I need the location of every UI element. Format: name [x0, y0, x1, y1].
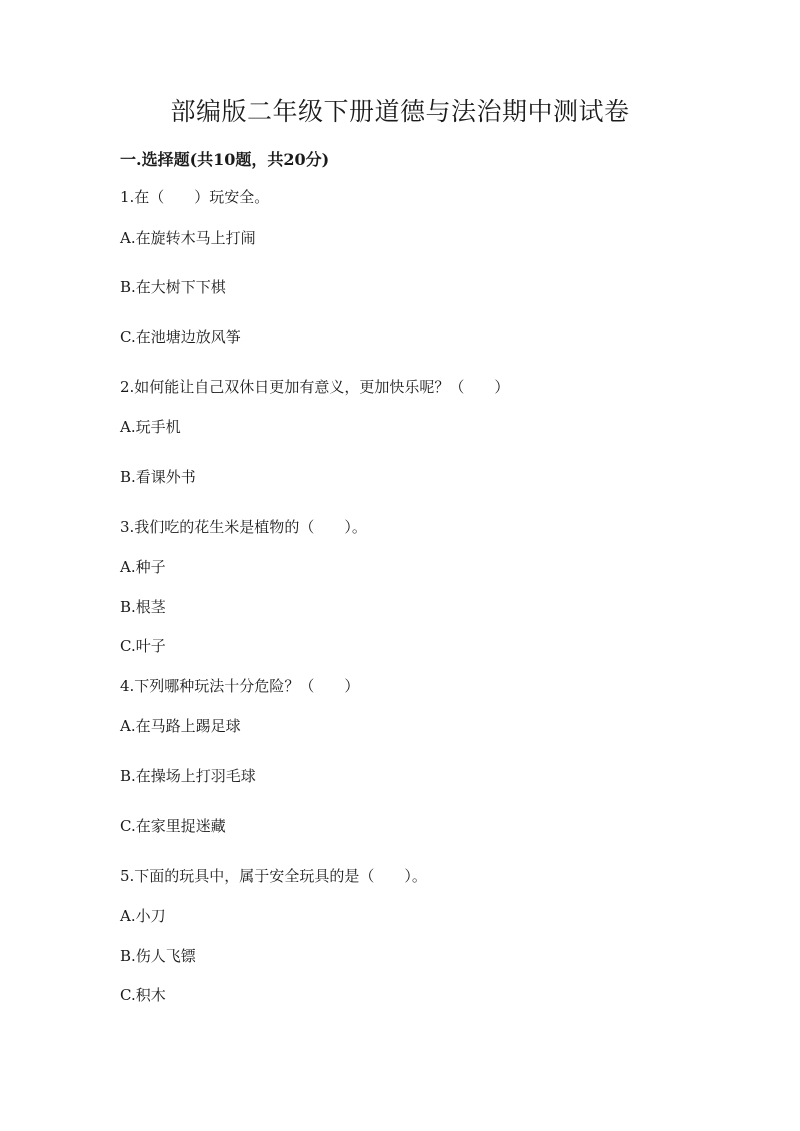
- answer-option: B.根茎: [120, 598, 166, 616]
- answer-option: A.种子: [120, 558, 166, 576]
- answer-option: A.在旋转木马上打闹: [120, 229, 256, 247]
- section-heading: 一.选择题(共10题，共20分): [120, 150, 330, 169]
- page-title: 部编版二年级下册道德与法治期中测试卷: [170, 97, 630, 126]
- answer-option: C.在家里捉迷藏: [120, 817, 226, 835]
- answer-option: B.在大树下下棋: [120, 278, 226, 296]
- question-stem: 2.如何能让自己双休日更加有意义，更加快乐呢？（ ）: [120, 378, 510, 396]
- question-stem: 5.下面的玩具中，属于安全玩具的是（ ）。: [120, 867, 427, 885]
- answer-option: B.伤人飞镖: [120, 947, 196, 965]
- answer-option: B.看课外书: [120, 468, 196, 486]
- answer-option: C.在池塘边放风筝: [120, 328, 241, 346]
- answer-option: A.在马路上踢足球: [120, 717, 241, 735]
- question-stem: 4.下列哪种玩法十分危险？（ ）: [120, 677, 360, 695]
- answer-option: A.玩手机: [120, 418, 181, 436]
- question-stem: 3.我们吃的花生米是植物的（ ）。: [120, 518, 367, 536]
- answer-option: A.小刀: [120, 907, 166, 925]
- answer-option: B.在操场上打羽毛球: [120, 767, 256, 785]
- question-stem: 1.在（ ）玩安全。: [120, 188, 270, 206]
- answer-option: C.积木: [120, 986, 166, 1004]
- answer-option: C.叶子: [120, 637, 166, 655]
